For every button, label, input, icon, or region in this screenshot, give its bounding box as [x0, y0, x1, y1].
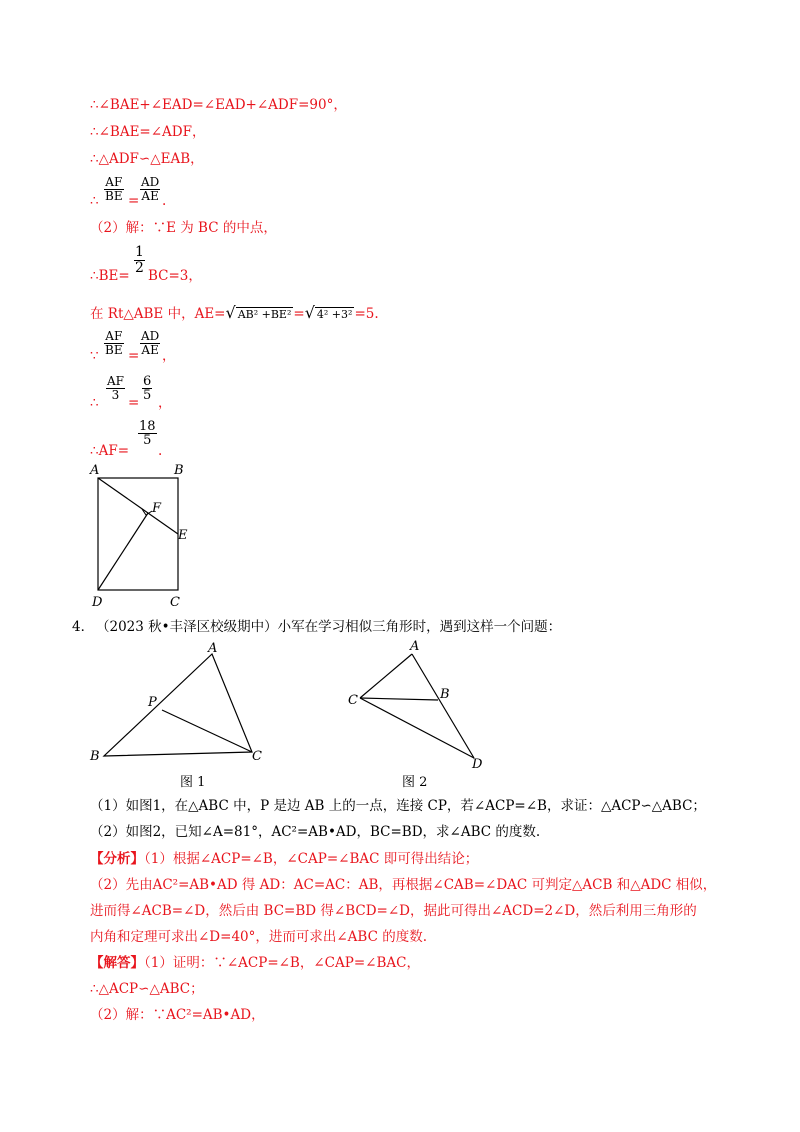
- question-1: （1）如图1，在△ABC 中，P 是边 AB 上的一点，连接 CP，若∠ACP=∠B，求证：△ACP∽△ABC；: [90, 798, 706, 814]
- figure-1-caption: 图 1: [180, 775, 206, 790]
- equals-sign-2: =: [128, 348, 140, 364]
- solution-line-be-suffix: BC=3，: [148, 268, 202, 284]
- equals-sign-3: =: [128, 395, 140, 411]
- problem-number: 4．: [72, 619, 95, 635]
- solution-line-ae: 在 Rt△ABE 中，AE=√ AB² +BE² =√ 4² +3² =5.: [90, 303, 379, 322]
- label-e: E: [178, 528, 188, 543]
- question-2: （2）如图2，已知∠A=81°，AC²=AB•AD，BC=BD，求∠ABC 的度数.: [90, 824, 541, 840]
- solution-line-3: ∴△ADF∽△EAB，: [90, 151, 204, 167]
- fraction-ad-ae: $\frac{AD}{AE}$: [141, 175, 160, 203]
- solution-line-8-prefix: ∵: [90, 348, 99, 364]
- label-f: F: [152, 501, 162, 516]
- solution-line-4-prefix: ∴: [90, 193, 99, 209]
- fig1-label-c: C: [252, 749, 262, 764]
- figure-2-caption: 图 2: [402, 775, 428, 790]
- period-2: .: [158, 443, 163, 459]
- solution-line-1: ∴∠BAE+∠EAD=∠EAD+∠ADF=90°，: [90, 97, 347, 113]
- fraction-ad-ae-2: $\frac{AD}{AE}$: [141, 329, 160, 357]
- label-b: B: [174, 463, 184, 478]
- fig2-label-c: C: [348, 693, 358, 708]
- solution-line-be: ∴BE=: [90, 268, 130, 284]
- fig1-label-a: A: [208, 641, 218, 656]
- analysis-1: 【分析】（1）根据∠ACP=∠B，∠CAP=∠BAC 即可得出结论；: [90, 851, 479, 867]
- fraction-one-half: $\frac{1}{2}$: [135, 244, 144, 276]
- problem-source: （2023 秋•丰泽区校级期中）小军在学习相似三角形时，遇到这样一个问题：: [96, 619, 562, 635]
- solution-line-af: ∴AF=: [90, 443, 130, 459]
- answer-2: ∴△ACP∽△ABC；: [90, 981, 204, 997]
- fraction-6-5: $\frac{6}{5}$: [143, 374, 152, 403]
- equals-sign: =: [128, 193, 140, 209]
- fig1-label-p: P: [148, 695, 157, 710]
- comma: ，: [162, 348, 176, 364]
- figure-1: [86, 640, 276, 768]
- comma-2: ，: [158, 395, 172, 411]
- rectangle-figure: [84, 460, 204, 610]
- period: .: [162, 193, 167, 209]
- fraction-af-3: $\frac{AF}{3}$: [107, 374, 124, 402]
- fraction-18-5: $\frac{18}{5}$: [139, 419, 156, 448]
- fig2-label-a: A: [410, 639, 420, 654]
- fig1-label-b: B: [90, 749, 100, 764]
- label-d: D: [92, 595, 103, 610]
- label-a: A: [90, 463, 100, 478]
- fig2-label-b: B: [440, 687, 450, 702]
- solution-part-2-intro: （2）解：∵E 为 BC 的中点，: [90, 220, 277, 236]
- fig2-label-d: D: [472, 757, 483, 772]
- fraction-af-be-2: $\frac{AF}{BE}$: [105, 329, 123, 357]
- solution-line-2: ∴∠BAE=∠ADF，: [90, 124, 206, 140]
- analysis-2: （2）先由AC²=AB•AD 得 AD：AC=AC：AB，再根据∠CAB=∠DAC 可判定△ACB 和△ADC 相似，: [90, 877, 717, 893]
- fraction-af-be: $\frac{AF}{BE}$: [105, 175, 123, 203]
- figure-2: [346, 638, 496, 772]
- answer-1: 【解答】（1）证明：∵∠ACP=∠B，∠CAP=∠BAC，: [90, 955, 420, 971]
- analysis-3: 进而得∠ACB=∠D，然后由 BC=BD 得∠BCD=∠D，据此可得出∠ACD=2∠D，然后利用三角形的: [90, 903, 697, 919]
- answer-3: （2）解：∵AC²=AB•AD，: [90, 1007, 265, 1023]
- label-c: C: [170, 595, 180, 610]
- solution-line-9-prefix: ∴: [90, 395, 99, 411]
- analysis-4: 内角和定理可求出∠D=40°，进而可求出∠ABC 的度数.: [90, 929, 428, 945]
